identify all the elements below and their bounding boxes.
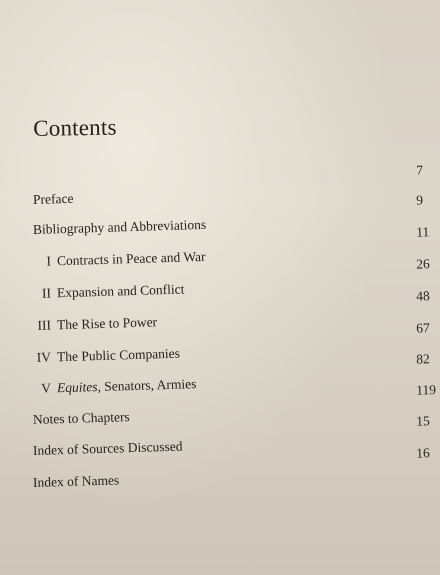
toc-entry-title [33,279,185,305]
toc-page-number: 119 [416,382,437,398]
toc-entry-text: Expansion and Conflict [56,281,185,301]
toc-entry-title [33,188,74,211]
toc-page-number: 11 [416,224,430,240]
toc-entry-title [33,343,181,369]
toc-entry-text: Index of Sources Discussed [32,438,183,458]
chapter-numeral: II [41,285,52,301]
toc-entry-title [37,373,197,400]
toc-entry-text: Preface [32,190,74,207]
toc-entry-text: Bibliography and Abbreviations [32,216,207,237]
contents-heading: Contents [33,114,117,141]
toc-entry-italic-text: Equites [56,379,98,396]
toc-entry-text: , Senators, Armies [97,376,197,395]
toc-page-number: 16 [416,445,430,461]
toc-entry-text: Index of Names [32,472,120,490]
toc-page-number: 67 [416,320,430,336]
toc-page-number: 9 [416,192,424,208]
chapter-numeral: I [46,253,52,269]
toc-entry-title [37,246,206,273]
toc-entry-text: Contracts in Peace and War [56,248,206,269]
toc-entry-title [33,214,207,241]
toc-page-number: 26 [416,256,430,272]
toc-entry-title [33,436,183,462]
toc-entry-title [33,311,158,337]
chapter-numeral: V [41,380,52,396]
toc-entry-text: The Public Companies [56,345,181,365]
toc-entry-text: Notes to Chapters [32,409,130,427]
chapter-numeral: IV [36,349,52,365]
toc-page-number: 48 [416,288,430,304]
toc-page-number: 7 [416,162,424,178]
toc-page-number: 15 [416,413,430,429]
toc-entry-text: The Rise to Power [56,314,158,333]
toc-entry-title [33,469,120,494]
toc-row-preface [0,162,440,212]
toc-page-number: 82 [416,351,430,367]
chapter-numeral: III [37,317,52,333]
toc-entry-title [33,406,130,431]
